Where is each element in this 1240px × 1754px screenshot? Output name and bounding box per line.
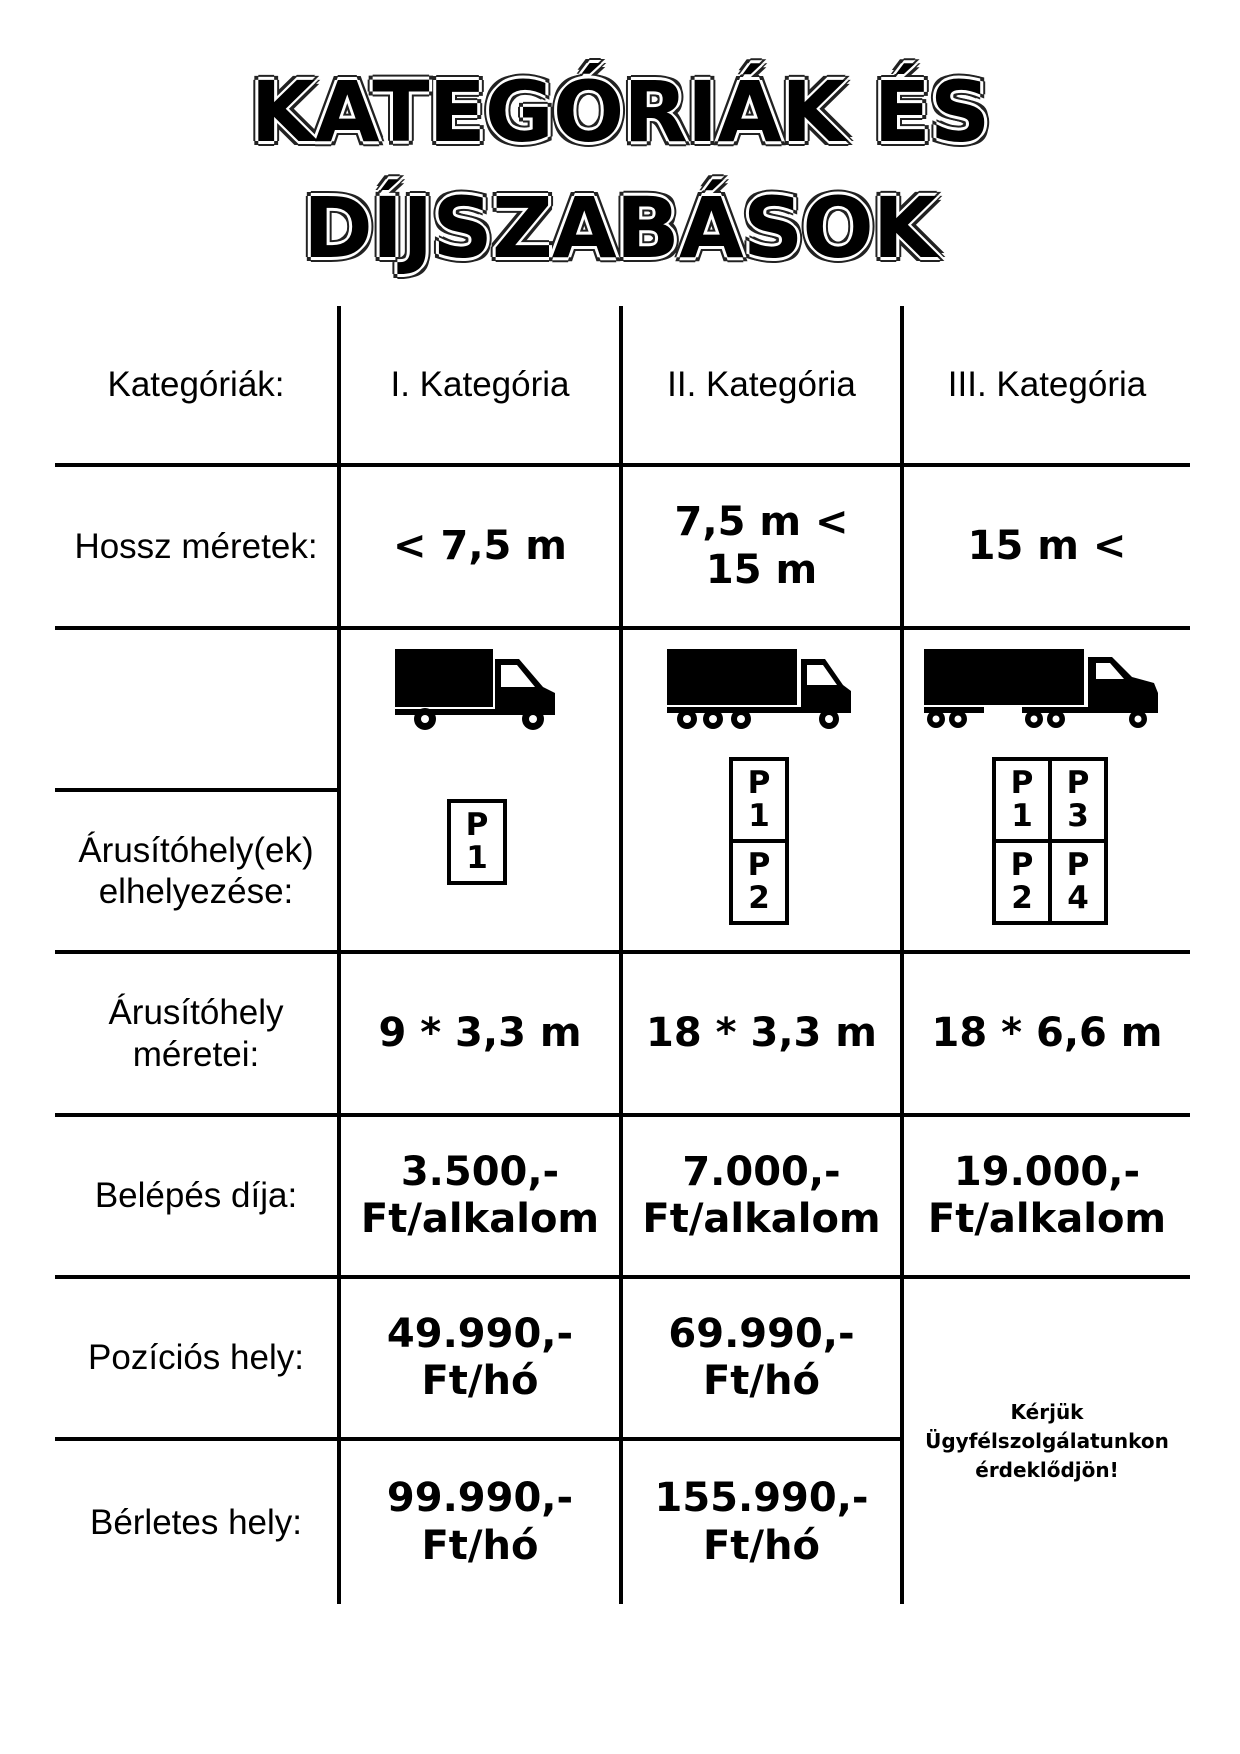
position-spot-cat2: 69.990,- Ft/hó bbox=[668, 1310, 855, 1404]
entry-fee-cat1: 3.500,- Ft/alkalom bbox=[360, 1148, 600, 1242]
category-2-header: II. Kategória bbox=[667, 364, 856, 404]
stall-slot-p1-cat3: P 1 bbox=[992, 757, 1052, 843]
lease-spot-cat1: 99.990,- Ft/hó bbox=[386, 1475, 574, 1569]
stall-slot-p2-cat2: P 2 bbox=[729, 839, 789, 925]
length-label: Hossz méretek: bbox=[74, 526, 318, 566]
position-spot-label: Pozíciós hely: bbox=[88, 1338, 304, 1378]
entry-fee-cat3: 19.000,- Ft/alkalom bbox=[927, 1148, 1167, 1242]
header-label: Kategóriák: bbox=[107, 364, 285, 404]
length-value-cat1: < 7,5 m bbox=[393, 522, 567, 569]
lease-spot-cat2: 155.990,- Ft/hó bbox=[654, 1475, 869, 1569]
stall-slot-p4-cat3: P 4 bbox=[1048, 839, 1108, 925]
box-truck-icon bbox=[393, 647, 563, 733]
stall-slot-p3-cat3: P 3 bbox=[1048, 757, 1108, 843]
length-value-cat3: 15 m < bbox=[967, 522, 1127, 569]
stall-slot-p1-cat1: P 1 bbox=[447, 799, 507, 885]
page-title-line1: KATEGÓRIÁK ÉS bbox=[250, 63, 990, 161]
stall-size-cat3: 18 * 6,6 m bbox=[931, 1009, 1163, 1056]
stall-size-label: Árusítóhely méretei: bbox=[108, 993, 284, 1074]
entry-fee-label: Belépés díja: bbox=[94, 1176, 298, 1216]
page-title-line2: DÍJSZABÁSOK bbox=[303, 179, 937, 277]
entry-fee-cat2: 7.000,- Ft/alkalom bbox=[642, 1148, 881, 1242]
rigid-truck-trailer-icon bbox=[665, 647, 855, 733]
category-3-header: III. Kategória bbox=[947, 364, 1147, 404]
contact-note: Kérjük Ügyfélszolgálatunkon érdeklődjön! bbox=[925, 1400, 1169, 1482]
stall-size-cat1: 9 * 3,3 m bbox=[378, 1009, 582, 1056]
category-1-header: I. Kategória bbox=[390, 364, 570, 404]
stall-slot-p2-cat3: P 2 bbox=[992, 839, 1052, 925]
row-divider bbox=[55, 626, 1190, 630]
semi-truck-icon bbox=[922, 647, 1164, 733]
length-value-cat2: 7,5 m < 15 m bbox=[674, 499, 849, 593]
stall-slot-p1-cat2: P 1 bbox=[729, 757, 789, 843]
position-spot-cat1: 49.990,- Ft/hó bbox=[386, 1310, 574, 1404]
lease-spot-label: Bérletes hely: bbox=[89, 1502, 303, 1542]
stall-size-cat2: 18 * 3,3 m bbox=[646, 1009, 877, 1056]
placement-label: Árusítóhely(ek) elhelyezése: bbox=[78, 830, 314, 911]
